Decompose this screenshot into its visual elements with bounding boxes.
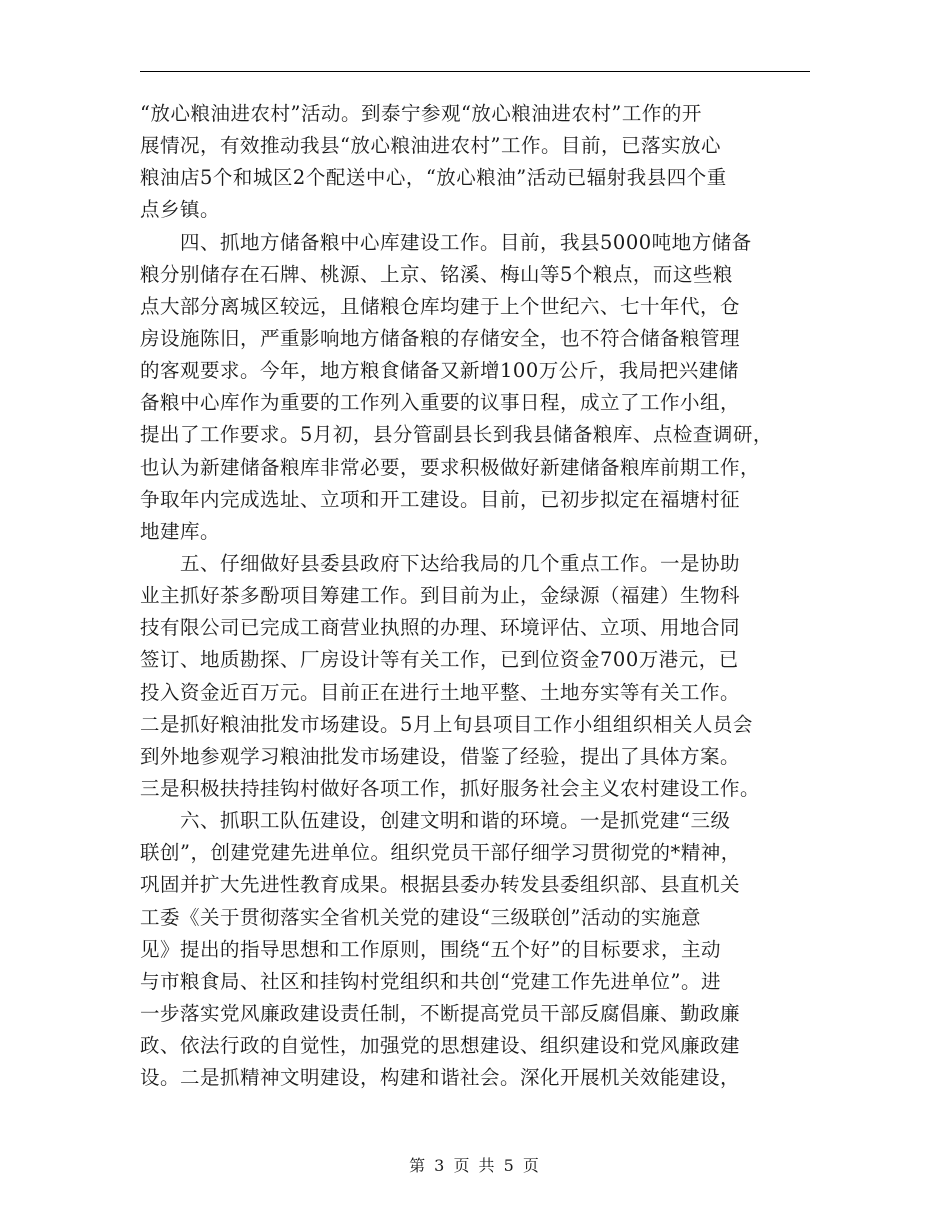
- text-line: 展情况，有效推动我县“放心粮油进农村”工作。目前，已落实放心: [140, 134, 721, 158]
- text-line: 投入资金近百万元。目前正在进行土地平整、土地夯实等有关工作。: [140, 680, 741, 704]
- text-line: 粮油店5个和城区2个配送中心，“放心粮油”活动已辐射我县四个重: [140, 166, 727, 190]
- text-line: 到外地参观学习粮油批发市场建设，借鉴了经验，提出了具体方案。: [140, 744, 741, 768]
- text-line: 四、抓地方储备粮中心库建设工作。目前，我县5000吨地方储备: [180, 230, 752, 254]
- text-line: “放心粮油进农村”活动。到泰宁参观“放心粮油进农村”工作的开: [140, 102, 702, 125]
- body-text: [140, 98, 820, 1094]
- text-line: 提出了工作要求。5月初，县分管副县长到我县储备粮库、点检查调研，: [140, 423, 773, 447]
- text-line: 五、仔细做好县委县政府下达给我局的几个重点工作。一是协助: [180, 551, 741, 575]
- text-line: 二是抓好粮油批发市场建设。5月上旬县项目工作小组组织相关人员会: [140, 712, 753, 736]
- text-line: 地建库。: [140, 519, 221, 543]
- text-line: 设。二是抓精神文明建设，构建和谐社会。深化开展机关效能建设，: [140, 1066, 741, 1090]
- text-line: 巩固并扩大先进性教育成果。根据县委办转发县委组织部、县直机关: [140, 873, 741, 897]
- text-line: 签订、地质勘探、厂房设计等有关工作，已到位资金700万港元，已: [140, 648, 739, 672]
- text-line: 也认为新建储备粮库非常必要，要求积极做好新建储备粮库前期工作，: [140, 455, 761, 479]
- text-line: 点乡镇。: [140, 198, 221, 222]
- text-line: 工委《关于贯彻落实全省机关党的建设“三级联创”活动的实施意: [140, 905, 701, 929]
- text-line: 房设施陈旧，严重影响地方储备粮的存储安全，也不符合储备粮管理: [140, 326, 741, 350]
- text-line: 备粮中心库作为重要的工作列入重要的议事日程，成立了工作小组，: [140, 391, 741, 415]
- text-line: 粮分别储存在石牌、桃源、上京、铭溪、梅山等5个粮点，而这些粮: [140, 262, 733, 286]
- text-line: 三是积极扶持挂钩村做好各项工作，抓好服务社会主义农村建设工作。: [140, 776, 761, 800]
- text-line: 联创”，创建党建先进单位。组织党员干部仔细学习贯彻党的*精神，: [140, 841, 741, 865]
- text-line: 与市粮食局、社区和挂钩村党组织和共创“党建工作先进单位”。进: [140, 969, 721, 993]
- text-line: 六、抓职工队伍建设，创建文明和谐的环境。一是抓党建“三级: [180, 809, 731, 833]
- page-footer: 第 3 页 共 5 页: [409, 1156, 541, 1175]
- text-line: 争取年内完成选址、立项和开工建设。目前，已初步拟定在福塘村征: [140, 487, 741, 511]
- text-line: 技有限公司已完成工商营业执照的办理、环境评估、立项、用地合同: [140, 616, 741, 640]
- text-line: 政、依法行政的自觉性，加强党的思想建设、组织建设和党风廉政建: [140, 1034, 741, 1058]
- header-rule: [140, 71, 810, 72]
- text-line: 见》提出的指导思想和工作原则，围绕“五个好”的目标要求，主动: [140, 937, 721, 961]
- text-line: 的客观要求。今年，地方粮食储备又新增100万公斤，我局把兴建储: [140, 359, 739, 383]
- text-line: 业主抓好茶多酚项目筹建工作。到目前为止，金绿源（福建）生物科: [140, 584, 741, 608]
- text-line: 一步落实党风廉政建设责任制，不断提高党员干部反腐倡廉、勤政廉: [140, 1001, 741, 1025]
- text-line: 点大部分离城区较远，且储粮仓库均建于上个世纪六、七十年代，仓: [140, 294, 741, 318]
